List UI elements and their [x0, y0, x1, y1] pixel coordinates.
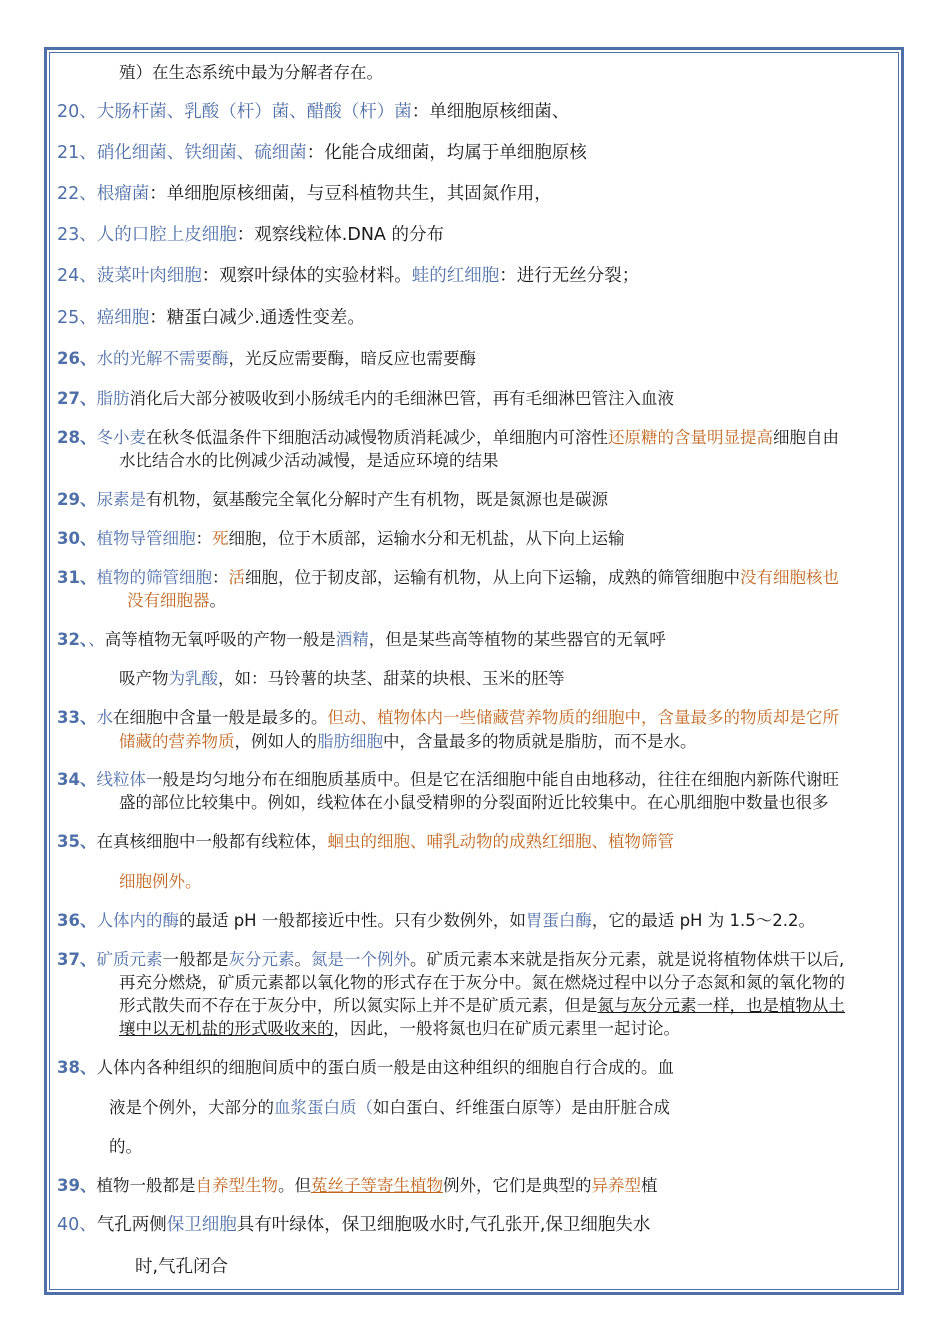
item-20: 20、大肠杆菌、乳酸（杆）菌、醋酸（杆）菌：单细胞原核细菌、 [57, 102, 570, 122]
item-38: 38、人体内各种组织的细胞间质中的蛋白质一般是由这种组织的细胞自行合成的。血 [57, 1058, 674, 1077]
item-39: 39、植物一般都是自养型生物。但菟丝子等寄生植物例外，它们是典型的异养型植 [57, 1176, 658, 1195]
item-24: 24、菠菜叶肉细胞：观察叶绿体的实验材料。蛙的红细胞：进行无丝分裂； [57, 266, 640, 286]
item-38-line-2: 液是个例外，大部分的血浆蛋白质（如白蛋白、纤维蛋白原等）是由肝脏合成 [109, 1098, 670, 1117]
item-34-continuation: 盛的部位比较集中。例如，线粒体在小鼠受精卵的分裂面附近比较集中。在心肌细胞中数量也很多 [119, 793, 829, 812]
item-35-continuation: 细胞例外。 [119, 872, 202, 891]
item-30: 30、植物导管细胞：死细胞，位于木质部，运输水分和无机盐，从下向上运输 [57, 529, 625, 548]
item-32-continuation: 吸产物为乳酸，如：马铃薯的块茎、甜菜的块根、玉米的胚等 [119, 669, 565, 688]
item-31: 31、植物的筛管细胞：活细胞，位于韧皮部，运输有机物，从上向下运输，成熟的筛管细胞中没有细胞核也 [57, 568, 839, 587]
item-28-continuation: 水比结合水的比例减少活动减慢，是适应环境的结果 [119, 451, 499, 470]
item-21: 21、硝化细菌、铁细菌、硫细菌：化能合成细菌，均属于单细胞原核 [57, 143, 587, 163]
item-40: 40、气孔两侧保卫细胞具有叶绿体，保卫细胞吸水时,气孔张开,保卫细胞失水 [57, 1215, 651, 1235]
item-33-continuation: 储藏的营养物质，例如人的脂肪细胞中，含量最多的物质就是脂肪，而不是水。 [119, 732, 697, 751]
item-19-continuation: 殖）在生态系统中最为分解者存在。 [119, 63, 383, 82]
item-37: 37、矿质元素一般都是灰分元素。氮是一个例外。矿质元素本来就是指灰分元素，就是说将植物体烘干以后, [57, 950, 845, 969]
item-31-continuation: 没有细胞器。 [127, 591, 226, 610]
item-32: 32、、高等植物无氧呼吸的产物一般是酒精，但是某些高等植物的某些器官的无氧呼 [57, 630, 666, 649]
item-26: 26、水的光解不需要酶，光反应需要酶，暗反应也需要酶 [57, 349, 476, 368]
item-37-line-4: 壤中以无机盐的形式吸收来的，因此，一般将氮也归在矿质元素里一起讨论。 [119, 1019, 680, 1038]
item-35: 35、在真核细胞中一般都有线粒体，蛔虫的细胞、哺乳动物的成熟红细胞、植物筛管 [57, 832, 674, 851]
item-29: 29、尿素是有机物，氨基酸完全氧化分解时产生有机物，既是氮源也是碳源 [57, 490, 608, 509]
item-33: 33、水在细胞中含量一般是最多的。但动、植物体内一些储藏营养物质的细胞中，含量最多的物质却是它所 [57, 708, 839, 727]
item-36: 36、人体内的酶的最适 pH 一般都接近中性。只有少数例外，如胃蛋白酶，它的最适 pH 为 1.5～2.2。 [57, 911, 815, 930]
item-22: 22、根瘤菌：单细胞原核细菌，与豆科植物共生，其固氮作用， [57, 184, 552, 204]
item-25: 25、癌细胞：糖蛋白减少.通透性变差。 [57, 308, 365, 328]
item-34: 34、线粒体一般是均匀地分布在细胞质基质中。但是它在活细胞中能自由地移动，往往在细胞内新陈代谢旺 [57, 770, 839, 789]
item-23: 23、人的口腔上皮细胞：观察线粒体.DNA 的分布 [57, 225, 444, 245]
item-40-continuation: 时,气孔闭合 [135, 1257, 229, 1277]
item-27: 27、脂肪消化后大部分被吸收到小肠绒毛内的毛细淋巴管，再有毛细淋巴管注入血液 [57, 389, 674, 408]
item-28: 28、冬小麦在秋冬低温条件下细胞活动减慢物质消耗减少，单细胞内可溶性还原糖的含量明显提高细胞自由 [57, 428, 839, 447]
item-37-line-2: 再充分燃烧，矿质元素都以氧化物的形式存在于灰分中。氮在燃烧过程中以分子态氮和氮的氧化物的 [119, 973, 845, 992]
item-37-line-3: 形式散失而不存在于灰分中，所以氮实际上并不是矿质元素，但是氮与灰分元素一样，也是植物从土 [119, 996, 845, 1015]
item-38-line-3: 的。 [109, 1137, 142, 1156]
